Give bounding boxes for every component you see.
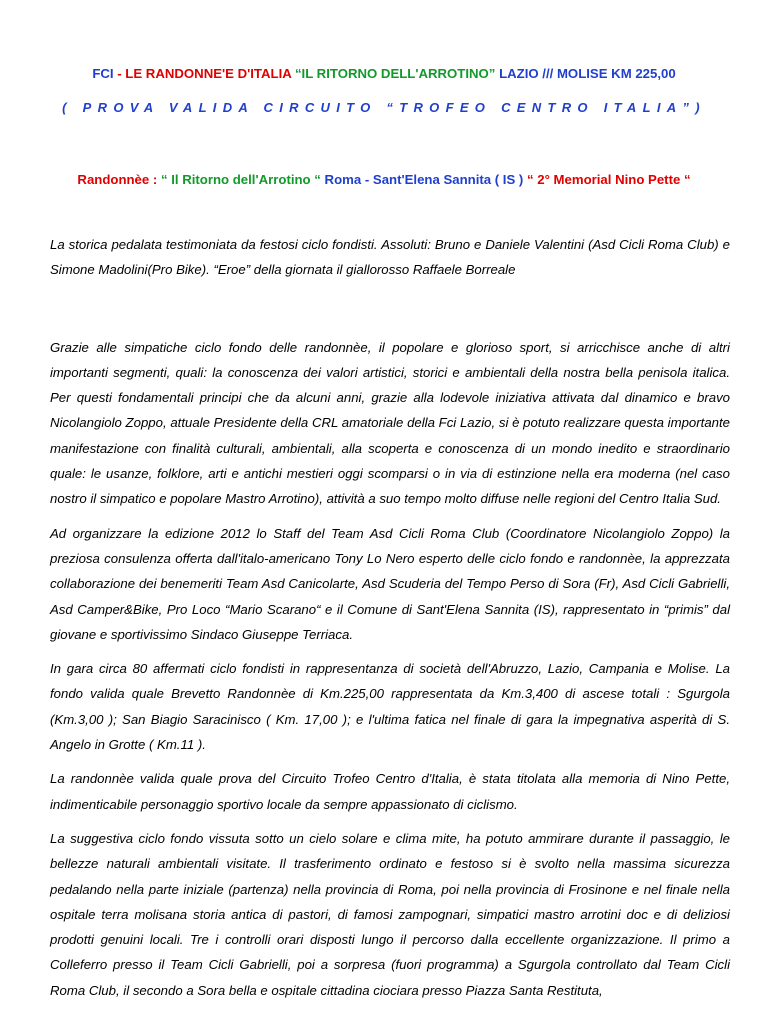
randonnee-heading — [0, 172, 768, 187]
document-subtitle: ( PROVA VALIDA CIRCUITO “TROFEO CENTRO ITALIA”) — [62, 100, 706, 115]
title-separator: - — [113, 66, 126, 81]
title-region-distance: LAZIO /// MOLISE KM 225,00 — [495, 66, 676, 81]
paragraph: La randonnèe valida quale prova del Circuito Trofeo Centro d'Italia, è stata titolata alla memoria di Nino Pette, indimenticabile personaggio sportivo locale da sempre appassionato di ciclismo. — [50, 771, 730, 812]
title-randonnee-italia: LE RANDONNE'E D'ITALIA — [125, 66, 292, 81]
randonnee-route: Roma - Sant'Elena Sannita ( IS ) — [320, 172, 527, 187]
randonnee-memorial: “ 2° Memorial Nino Pette “ — [527, 172, 691, 187]
article-body — [50, 232, 730, 1012]
paragraph: Grazie alle simpatiche ciclo fondo delle randonnèe, il popolare e glorioso sport, si arricchisce anche di altri importanti segmenti, quali: la conoscenza dei valori artistici, storici e ambientali della nostra bella penisola italica. Per questi fondamentali principi che da alcuni anni, grazie alla lodevole iniziativa attivata dal dinamico e bravo Nicolangiolo Zoppo, attuale Presidente della CRL amatoriale della Fci Lazio, si è potuto realizzare questa importante manifestazione con finalità culturali, ambientali, alla scoperta e conoscenza di un mondo inedito e straordinario quale: le usanze, folklore, arti e antichi mestieri oggi scomparsi o in via di estinzione nella era moderna (nel caso nostro il simpatico e popolare Mastro Arrotino), attività a suo tempo molto diffuse nelle regioni del Centro Italia Sud. — [50, 339, 730, 507]
paragraph-intro: La storica pedalata testimoniata da festosi ciclo fondisti. Assoluti: Bruno e Daniele Valentini (Asd Cicli Roma Club) e Simone Madolini(Pro Bike). “Eroe” della giornata il giallorosso Raffaele Borreale — [50, 237, 730, 278]
title-fci: FCI — [92, 66, 114, 81]
title-arrotino: “IL RITORNO DELL'ARROTINO” — [291, 66, 496, 81]
document-title — [0, 66, 768, 81]
randonnee-label: Randonnèe : — [77, 172, 161, 187]
randonnee-name: “ Il Ritorno dell'Arrotino “ — [160, 172, 321, 187]
paragraph: In gara circa 80 affermati ciclo fondisti in rappresentanza di società dell'Abruzzo, Lazio, Campania e Molise. La fondo valida quale Brevetto Randonnèe di Km.225,00 rappresentata da Km.3,400 di ascese totali : Sgurgola (Km.3,00 ); San Biagio Saracinisco ( Km. 17,00 ); e l'ultima fatica nel finale di gara la impegnativa asperità di S. Angelo in Grotte ( Km.11 ). — [50, 661, 730, 753]
paragraph: Ad organizzare la edizione 2012 lo Staff del Team Asd Cicli Roma Club (Coordinatore Nicolangiolo Zoppo) la preziosa consulenza offerta dall'italo-americano Tony Lo Nero esperto delle ciclo fondo e randonnèe, la apprezzata collaborazione dei benemeriti Team Asd Canicolarte, Asd Scuderia del Tempo Perso di Sora (Fr), Asd Cicli Gabrielli, Asd Camper&Bike, Pro Loco “Mario Scarano“ e il Comune di Sant'Elena Sannita (IS), rappresentato in “primis” dal giovane e sportivissimo Sindaco Giuseppe Terriaca. — [50, 525, 730, 642]
paragraph: La suggestiva ciclo fondo vissuta sotto un cielo solare e clima mite, ha potuto ammirare durante il passaggio, le bellezze naturali ambientali visitate. Il trasferimento ordinato e festoso si è svolto nella massima sicurezza pedalando nella parte iniziale (partenza) nella provincia di Roma, poi nella provincia di Frosinone e nel finale nella ospitale terra molisana storia antica di pastori, di famosi zampognari, simpatici mastro arrotini doc e di deliziosi prodotti genuini locali. Tre i controlli orari disposti lungo il percorso dalla eccellente organizzazione. Il primo a Colleferro presso il Team Cicli Gabrielli, poi a sorpresa (fuori programma) a Sgurgola controllato dal Team Cicli Roma Club, il secondo a Sora bella e ospitale cittadina ciociara presso Piazza Santa Restituta, — [50, 830, 730, 998]
